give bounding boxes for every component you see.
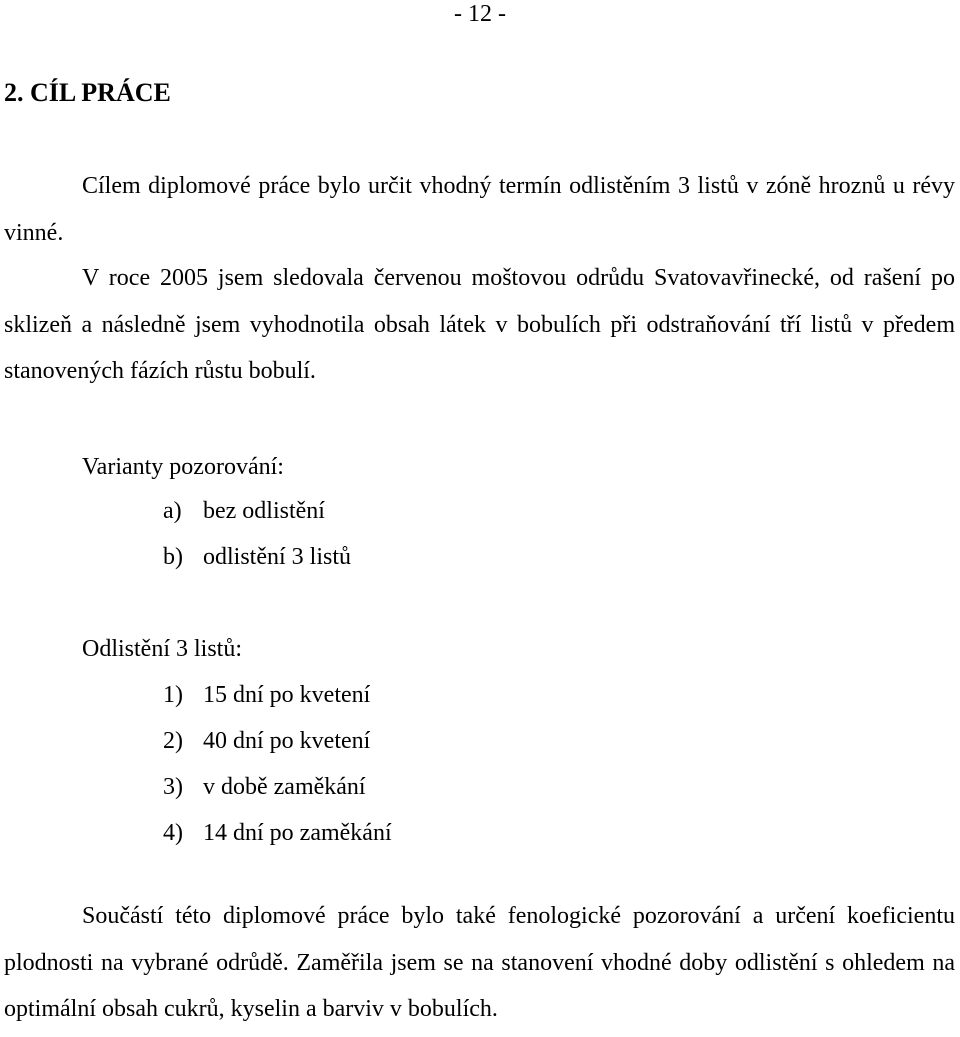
list-item-text: 14 dní po zaměkání [203, 820, 392, 846]
defoliation-label: Odlistění 3 listů: [82, 636, 243, 662]
list-item [163, 495, 351, 541]
list-marker: 3) [163, 774, 183, 800]
list-marker: 2) [163, 728, 183, 754]
list-item [163, 679, 392, 725]
list-item [163, 817, 392, 863]
list-item-text: v době zaměkání [203, 774, 366, 800]
page-number: - 12 - [454, 1, 506, 27]
list-marker: a) [163, 498, 182, 524]
list-item-text: odlistění 3 listů [203, 544, 352, 570]
list-marker: 1) [163, 682, 183, 708]
list-marker: b) [163, 544, 183, 570]
list-item-text: 15 dní po kvetení [203, 682, 371, 708]
list-item [163, 725, 392, 771]
list-item [163, 541, 351, 587]
list-marker: 4) [163, 820, 183, 846]
paragraph-method: V roce 2005 jsem sledovala červenou moštovou odrůdu Svatovavřinecké, od rašení po sklizeň a následně jsem vyhodnotila obsah látek v bobulích při odstraňování tří listů v předem stanovených fázích růstu bobulí. [4, 265, 955, 384]
paragraph-goal: Cílem diplomové práce bylo určit vhodný termín odlistěním 3 listů v zóně hroznů u révy vinné. [4, 173, 955, 246]
variants-list [163, 495, 351, 587]
variants-label: Varianty pozorování: [82, 454, 284, 480]
list-item [163, 771, 392, 817]
paragraph-additional: Součástí této diplomové práce bylo také fenologické pozorování a určení koeficientu plodnosti na vybrané odrůdě. Zaměřila jsem se na stanovení vhodné doby odlistění s ohledem na optimální obsah cukrů, kyselin a barviv v bobulích. [4, 903, 955, 1022]
defoliation-list [163, 679, 392, 863]
list-item-text: 40 dní po kvetení [203, 728, 371, 754]
list-item-text: bez odlistění [203, 498, 325, 524]
section-heading: 2. CÍL PRÁCE [4, 78, 171, 107]
